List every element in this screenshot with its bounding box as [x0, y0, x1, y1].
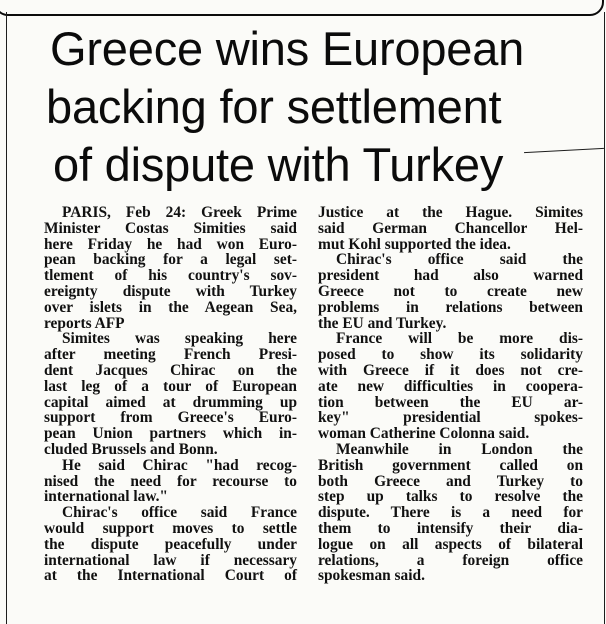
- article-column-left: [44, 205, 297, 584]
- text-line: them to intensify their dia-: [318, 519, 583, 537]
- text-line: relations, a foreign office: [318, 551, 583, 569]
- text-line: British government called on: [318, 456, 583, 474]
- text-line: both Greece and Turkey to: [318, 472, 583, 490]
- text-line: Simites was speaking here: [62, 330, 297, 348]
- headline-line: Greece wins European: [50, 22, 525, 75]
- text-line: would support moves to settle: [44, 519, 297, 537]
- text-line: over islets in the Aegean Sea,: [44, 298, 297, 316]
- clipping-border-top: [0, 0, 604, 16]
- text-line: He said Chirac "had recog-: [62, 456, 297, 474]
- text-line: international law if necessary: [44, 551, 297, 569]
- text-line: step up talks to resolve the: [318, 488, 583, 506]
- text-line: here Friday he had won Euro-: [44, 235, 297, 253]
- text-line: Minister Costas Simities said: [44, 219, 297, 237]
- text-line: pean Union partners which in-: [44, 425, 297, 443]
- text-line: pean backing for a legal set-: [44, 251, 297, 269]
- text-line: the EU and Turkey.: [318, 314, 447, 332]
- article-paragraph: [318, 331, 583, 442]
- text-line: tlement of his country's sov-: [44, 267, 297, 285]
- text-line: the dispute peacefully under: [44, 535, 297, 553]
- text-line: reports AFP: [44, 314, 125, 332]
- text-line: after meeting French Presi-: [44, 346, 297, 364]
- article-paragraph: [44, 331, 297, 457]
- text-line: PARIS, Feb 24: Greek Prime: [62, 204, 297, 221]
- text-line: ate new difficulties in coopera-: [318, 377, 583, 395]
- text-line: dispute. There is a need for: [318, 504, 583, 522]
- text-line: last leg of a tour of European: [44, 377, 297, 395]
- article-paragraph: [44, 205, 297, 331]
- text-line: Justice at the Hague. Simites: [318, 204, 583, 221]
- text-line: dent Jacques Chirac on the: [44, 361, 297, 379]
- article-paragraph: [318, 442, 583, 584]
- text-line: cluded Brussels and Bonn.: [44, 440, 218, 458]
- article-paragraph: [44, 458, 297, 505]
- text-line: said German Chancellor Hel-: [318, 219, 583, 237]
- headline: [16, 20, 596, 194]
- text-line: spokesman said.: [318, 567, 425, 585]
- text-line: key" presidential spokes-: [318, 409, 583, 427]
- text-line: with Greece if it does not cre-: [318, 361, 583, 379]
- text-line: Chirac's office said France: [62, 504, 297, 522]
- text-line: ereignty dispute with Turkey: [44, 282, 297, 300]
- text-line: Greece not to create new: [318, 282, 583, 300]
- text-line: Chirac's office said the: [336, 251, 583, 269]
- text-line: capital aimed at drumming up: [44, 393, 297, 411]
- text-line: president had also warned: [318, 267, 583, 285]
- headline-line: backing for settlement: [46, 80, 502, 133]
- article-paragraph: [44, 505, 297, 584]
- text-line: support from Greece's Euro-: [44, 409, 297, 427]
- article-paragraph: [318, 252, 583, 331]
- text-line: France will be more dis-: [336, 330, 583, 348]
- headline-line: of dispute with Turkey: [53, 138, 504, 191]
- text-line: nised the need for recourse to: [44, 472, 297, 490]
- text-line: international law.": [44, 488, 168, 506]
- text-line: mut Kohl supported the idea.: [318, 235, 511, 253]
- clipping-border-left: [6, 12, 7, 624]
- text-line: posed to show its solidarity: [318, 346, 583, 364]
- text-line: woman Catherine Colonna said.: [318, 425, 530, 443]
- text-line: tion between the EU ar-: [318, 393, 583, 411]
- text-line: Meanwhile in London the: [336, 440, 583, 458]
- article-paragraph: [318, 205, 583, 252]
- text-line: at the International Court of: [44, 567, 297, 585]
- text-line: problems in relations between: [318, 298, 583, 316]
- text-line: logue on all aspects of bilateral: [318, 535, 583, 553]
- article-column-right: [318, 205, 583, 584]
- clipping-border-right: [604, 12, 605, 624]
